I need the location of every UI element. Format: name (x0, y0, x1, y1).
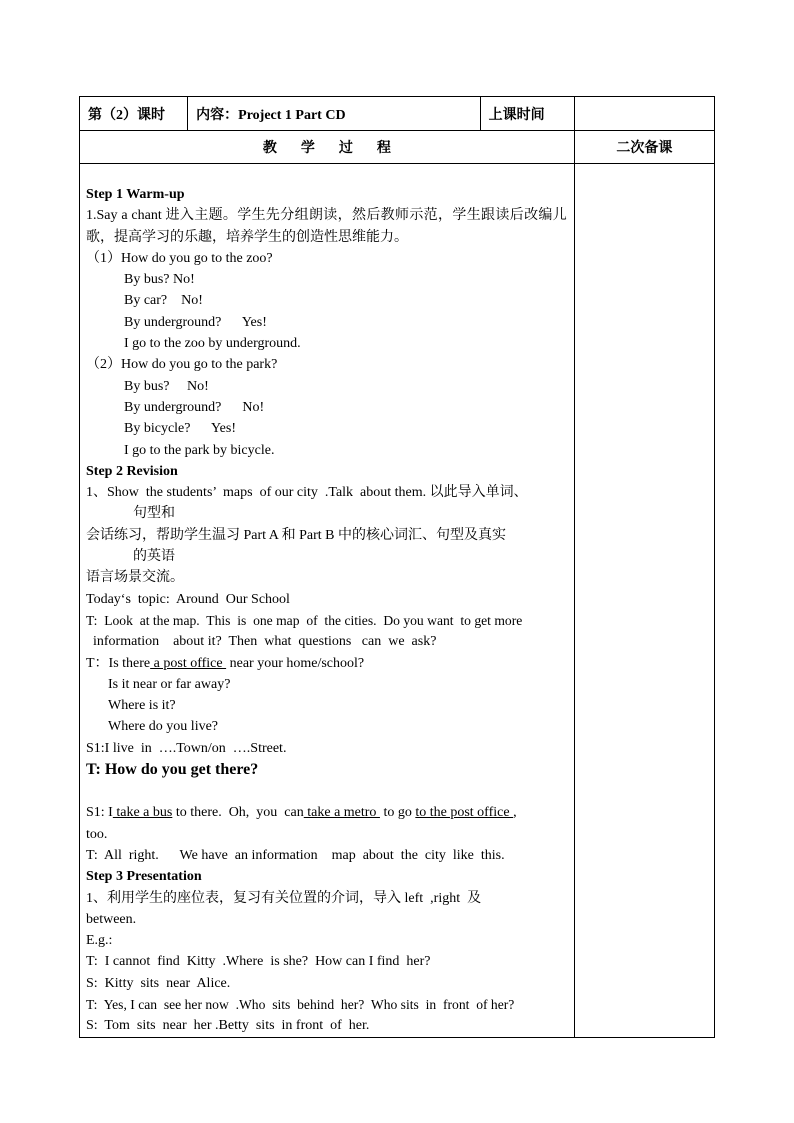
step2-line: 会话练习，帮助学生温习 Part A 和 Part B 中的核心词汇、句型及真实 (86, 527, 507, 543)
example-label: E.g.: (86, 933, 113, 949)
dialogue-text: T：Is there (86, 655, 151, 671)
chant2-question: （2）How do you go to the park? (86, 357, 278, 373)
chant2-line: By bicycle? Yes! (124, 421, 236, 437)
subheader-row (80, 131, 715, 164)
dialogue-line (86, 781, 567, 824)
dialogue-text: , (513, 805, 517, 821)
dialogue-line: T: I cannot find Kitty .Where is she? How can I find her? (86, 954, 431, 970)
step2-line: 的英语 (133, 549, 175, 565)
step2-title: Step 2 Revision (86, 463, 178, 479)
body-row (80, 164, 715, 1038)
underlined-blank: to the post office (415, 805, 514, 821)
process-char-4: 程 (376, 141, 391, 156)
class-time-label: 上课时间 (480, 97, 574, 131)
lesson-number-cell: 第（2）课时 (80, 97, 188, 131)
chant1-line: By car? No! (124, 293, 203, 309)
dialogue-line: S: Kitty sits near Alice. (86, 975, 231, 991)
step1-title: Step 1 Warm-up (86, 187, 185, 202)
dialogue-text: near your home/school? (226, 655, 365, 671)
step2-line: 语言场景交流。 (86, 570, 184, 586)
process-char-3: 过 (338, 141, 353, 156)
dialogue-line: S: Tom sits near her .Betty sits in front of her. (86, 1018, 370, 1034)
dialogue-line: too. (86, 826, 108, 842)
question-line: Where do you live? (108, 719, 219, 735)
question-line: Is it near or far away? (108, 676, 231, 692)
dialogue-text: to there. Oh, you can (172, 805, 304, 821)
dialogue-line: T: Look at the map. This is one map of the cities. Do you want to get more (86, 612, 523, 628)
second-prep-cell (574, 164, 714, 1038)
question-line: Where is it? (108, 698, 176, 714)
chant2-line: By underground? No! (124, 399, 265, 415)
dialogue-text: to go (379, 805, 416, 821)
lesson-plan-table (79, 96, 715, 1038)
step3-line: between. (86, 911, 137, 927)
chant2-line: I go to the park by bicycle. (124, 442, 275, 458)
dialogue-line (86, 653, 567, 674)
step2-line: 1、Show the students’ maps of our city .Talk about them. 以此导入单词、 (86, 485, 528, 501)
teaching-process-cell (80, 164, 575, 1038)
header-row (80, 97, 715, 131)
chant1-line: By bus? No! (124, 272, 195, 288)
dialogue-line: S1:I live in ….Town/on ….Street. (86, 740, 287, 756)
underlined-blank: take a bus (112, 805, 173, 821)
class-time-value (574, 97, 714, 131)
dialogue-text: S1: I (86, 805, 113, 821)
lesson-content-cell: 内容：Project 1 Part CD (188, 97, 480, 131)
step1-instruction: 1.Say a chant 进入主题。学生先分组朗读，然后教师示范，学生跟读后改编儿歌，提高学习的乐趣，培养学生的创造性思维能力。 (86, 208, 567, 245)
emphasized-question: T: How do you get there? (86, 761, 259, 779)
step3-line: 1、利用学生的座位表，复习有关位置的介词，导入 left ,right 及 (86, 890, 482, 906)
step2-line: 句型和 (133, 506, 175, 522)
chant1-line: I go to the zoo by underground. (124, 336, 301, 352)
todays-topic: Today‘s topic: Around Our School (86, 591, 290, 607)
dialogue-line: T: All right. We have an information map about the city like this. (86, 847, 505, 863)
second-prep-heading: 二次备课 (574, 131, 714, 164)
teaching-process-heading (80, 131, 575, 164)
process-char-2: 学 (300, 141, 315, 156)
dialogue-line: information about it? Then what questions can we ask? (93, 634, 437, 650)
dialogue-line: T: Yes, I can see her now .Who sits behind her? Who sits in front of her? (86, 996, 515, 1012)
step3-title: Step 3 Presentation (86, 869, 202, 885)
chant2-line: By bus? No! (124, 378, 209, 394)
underlined-blank: take a metro (303, 805, 380, 821)
chant1-question: （1）How do you go to the zoo? (86, 250, 273, 266)
chant1-line: By underground? Yes! (124, 314, 267, 330)
underlined-blank: a post office (150, 655, 227, 671)
process-char-1: 教 (262, 141, 277, 156)
